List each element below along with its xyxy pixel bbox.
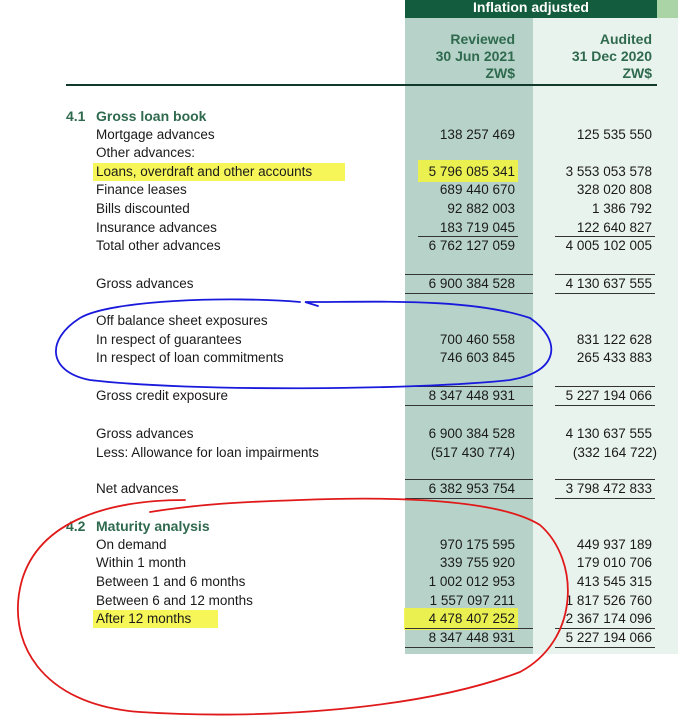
audited-value: 2 367 174 096 (565, 611, 652, 626)
reviewed-value: 746 603 845 (439, 350, 515, 365)
reviewed-value: 4 478 407 252 (428, 611, 515, 626)
row-label: Bills discounted (96, 201, 190, 216)
row-label: Net advances (96, 481, 179, 496)
audited-value: 3 553 053 578 (565, 164, 652, 179)
audited-value: 5 227 194 066 (565, 388, 652, 403)
section-number: 4.1 (66, 108, 86, 124)
audited-value: 831 122 628 (576, 332, 652, 347)
audited-date: 31 Dec 2020 (571, 48, 652, 64)
reviewed-value: 183 719 045 (439, 220, 515, 235)
reviewed-date: 30 Jun 2021 (435, 48, 515, 64)
row-label: Other advances: (96, 145, 196, 160)
reviewed-value: 6 900 384 528 (428, 426, 515, 441)
reviewed-value: 92 882 003 (447, 201, 515, 216)
reviewed-value: 970 175 595 (439, 537, 515, 552)
reviewed-value: 339 755 920 (439, 555, 515, 570)
reviewed-value: 1 557 097 211 (429, 593, 515, 608)
reviewed-value: 8 347 448 931 (428, 388, 515, 403)
reviewed-value: 689 440 670 (439, 182, 515, 197)
section-title: Gross loan book (96, 108, 207, 124)
audited-value: 4 130 637 555 (565, 426, 652, 441)
row-label: Finance leases (96, 182, 187, 197)
row-label: Gross advances (96, 276, 194, 291)
audited-value: 4 005 102 005 (565, 238, 652, 253)
audited-value: 4 130 637 555 (565, 276, 652, 291)
row-label: After 12 months (96, 611, 192, 626)
reviewed-value: 700 460 558 (439, 332, 515, 347)
reviewed-value: 8 347 448 931 (428, 630, 515, 645)
audited-value: 125 535 550 (576, 127, 652, 142)
blue-circle-annotation (56, 299, 551, 388)
audited-value: 1 817 526 760 (565, 593, 652, 608)
reviewed-value: 138 257 469 (439, 127, 515, 142)
audited-value: 449 937 189 (576, 537, 652, 552)
audited-value: 179 010 706 (576, 555, 652, 570)
row-label: Between 6 and 12 months (96, 593, 253, 608)
reviewed-value: 6 382 953 754 (428, 481, 515, 496)
row-label: Gross credit exposure (96, 388, 229, 403)
reviewed-value: 6 762 127 059 (428, 238, 515, 253)
reviewed-value: (517 430 774) (430, 445, 515, 460)
row-label: Gross advances (96, 426, 194, 441)
audited-value: 328 020 808 (576, 182, 652, 197)
row-label: Between 1 and 6 months (96, 574, 246, 589)
audited-label: Audited (599, 31, 652, 47)
reviewed-value: 6 900 384 528 (428, 276, 515, 291)
audited-currency: ZW$ (622, 65, 652, 81)
audited-value: 122 640 827 (576, 220, 652, 235)
section-number: 4.2 (66, 518, 86, 534)
row-label: Loans, overdraft and other accounts (96, 164, 313, 179)
reviewed-label: Reviewed (450, 31, 515, 47)
reviewed-currency: ZW$ (485, 65, 515, 81)
row-label: Mortgage advances (96, 127, 215, 142)
row-label: Within 1 month (96, 555, 187, 570)
reviewed-value: 5 796 085 341 (428, 164, 515, 179)
audited-value: (332 164 722) (572, 445, 657, 460)
audited-value: 1 386 792 (591, 201, 652, 216)
audited-value: 265 433 883 (576, 350, 652, 365)
row-label: Total other advances (96, 238, 221, 253)
row-label: Off balance sheet exposures (96, 313, 268, 328)
row-label: In respect of loan commitments (96, 350, 284, 365)
audited-value: 3 798 472 833 (565, 481, 652, 496)
inflation-adjusted-header: Inflation adjusted (405, 0, 657, 18)
row-label: On demand (96, 537, 167, 552)
audited-value: 413 545 315 (576, 574, 652, 589)
red-circle-annotation (18, 499, 568, 715)
audited-value: 5 227 194 066 (565, 630, 652, 645)
section-title: Maturity analysis (96, 518, 210, 534)
reviewed-value: 1 002 012 953 (428, 574, 515, 589)
row-label: Less: Allowance for loan impairments (96, 445, 319, 460)
row-label: Insurance advances (96, 220, 217, 235)
row-label: In respect of guarantees (96, 332, 242, 347)
